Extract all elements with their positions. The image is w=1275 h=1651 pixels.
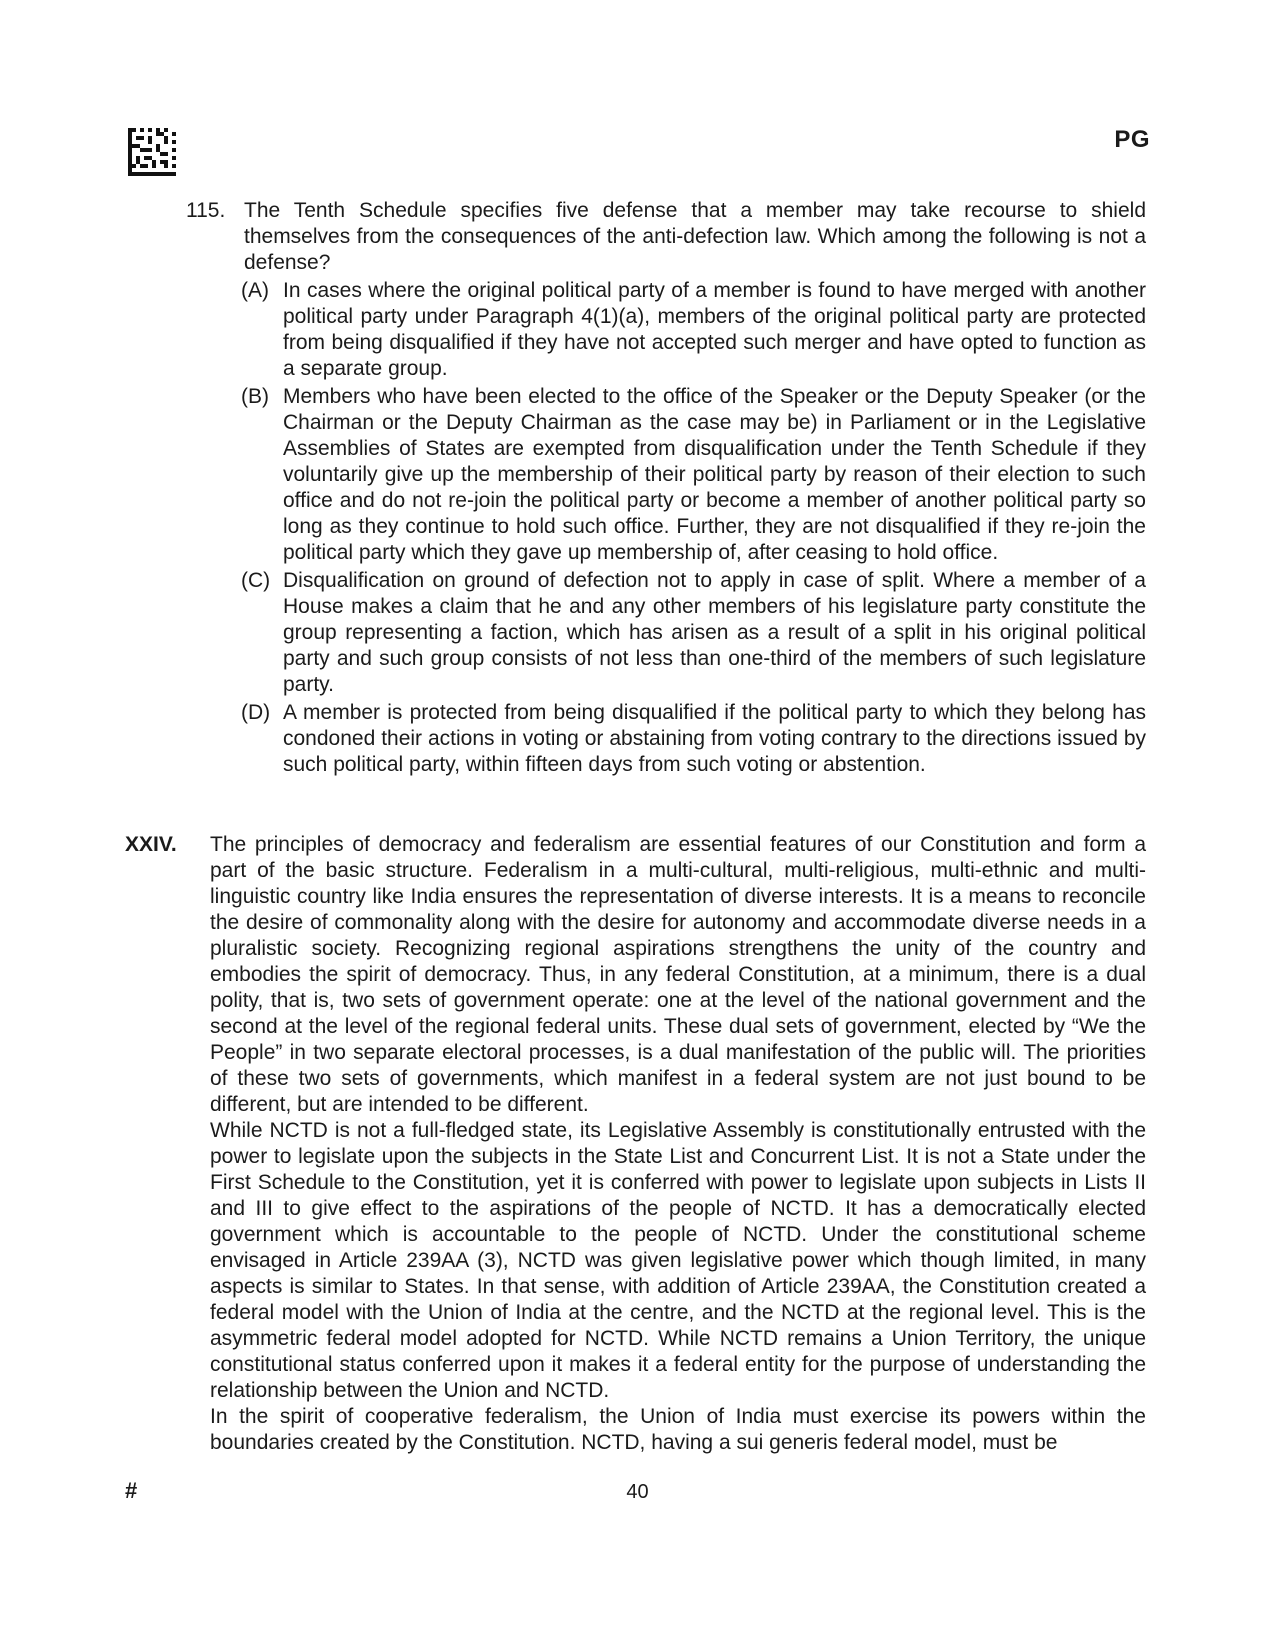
option-a <box>241 278 1146 382</box>
passage-body <box>210 832 1146 1456</box>
option-label: (B) <box>241 385 269 408</box>
passage-paragraph: While NCTD is not a full-fledged state, its Legislative Assembly is constitutionally entrusted with the power to legislate upon the subjects in the State List and Concurrent List. It is not a State under the First Schedule to the Constitution, yet it is conferred with power to legislate upon subjects in Lists II and III to give effect to the aspirations of the people of NCTD. It has a democratically elected government which is accountable to the people of NCTD. Under the constitutional scheme envisaged in Article 239AA (3), NCTD was given legislative power which though limited, in many aspects is similar to States. In that sense, with addition of Article 239AA, the Constitution created a federal model with the Union of India at the centre, and the NCTD at the regional level. This is the asymmetric federal model adopted for NCTD. While NCTD remains a Union Territory, the unique constitutional status conferred upon it makes it a federal entity for the purpose of understanding the relationship between the Union and NCTD. <box>210 1119 1146 1402</box>
passage-paragraph: In the spirit of cooperative federalism, the Union of India must exercise its powers within the boundaries created by the Constitution. NCTD, having a sui generis federal model, must be <box>210 1405 1146 1454</box>
datamatrix-barcode-icon <box>128 128 176 176</box>
option-b <box>241 384 1146 566</box>
passage-paragraph: The principles of democracy and federalism are essential features of our Constitution and form a part of the basic structure. Federalism in a multi-cultural, multi-religious, multi-ethnic and multi-linguistic country like India ensures the representation of diverse interests. It is a means to reconcile the desire of commonality along with the desire for autonomy and accommodate diverse needs in a pluralistic society. Recognizing regional aspirations strengthens the unity of the country and embodies the spirit of democracy. Thus, in any federal Constitution, at a minimum, there is a dual polity, that is, two sets of government operate: one at the level of the national government and the second at the level of the regional federal units. These dual sets of government, elected by “We the People” in two separate electoral processes, is a dual manifestation of the public will. The priorities of these two sets of governments, which manifest in a federal system are not just bound to be different, but are intended to be different. <box>210 833 1146 1116</box>
page-number: 40 <box>626 1481 649 1503</box>
option-text: A member is protected from being disqualified if the political party to which they belong has condoned their actions in voting or abstaining from voting contrary to the directions issued by such political party, within fifteen days from such voting or abstention. <box>283 701 1146 776</box>
passage-xxiv <box>125 832 1146 1456</box>
question-text: The Tenth Schedule specifies five defense that a member may take recourse to shield themselves from the consequences of the anti-defection law. Which among the following is not a defense? <box>244 199 1146 274</box>
option-label: (A) <box>241 279 269 302</box>
option-label: (C) <box>241 569 271 592</box>
paper-code-label: PG <box>1114 126 1150 153</box>
question-number: 115. <box>186 199 226 222</box>
question-115 <box>186 198 1146 780</box>
option-label: (D) <box>241 701 271 724</box>
option-text: In cases where the original political party of a member is found to have merged with another political party under Paragraph 4(1)(a), members of the original political party are protected from being disqualified if they have not accepted such merger and have opted to function as a separate group. <box>283 279 1146 380</box>
option-text: Disqualification on ground of defection not to apply in case of split. Where a member of a House makes a claim that he and any other members of his legislature party constitute the group representing a faction, which has arisen as a result of a split in his original political party and such group consists of not less than one-third of the members of such legislature party. <box>283 569 1146 696</box>
option-c <box>241 568 1146 698</box>
options-list <box>241 278 1146 778</box>
option-text: Members who have been elected to the office of the Speaker or the Deputy Speaker (or the Chairman or the Deputy Chairman as the case may be) in Parliament or in the Legislative Assemblies of States are exempted from disqualification under the Tenth Schedule if they voluntarily give up the membership of their political party by reason of their election to such office and do not re-join the political party or become a member of another political party so long as they continue to hold such office. Further, they are not disqualified if they re-join the political party which they gave up membership of, after ceasing to hold office. <box>283 385 1146 564</box>
hash-mark: # <box>125 1478 138 1503</box>
option-d <box>241 700 1146 778</box>
passage-number: XXIV. <box>125 833 177 856</box>
